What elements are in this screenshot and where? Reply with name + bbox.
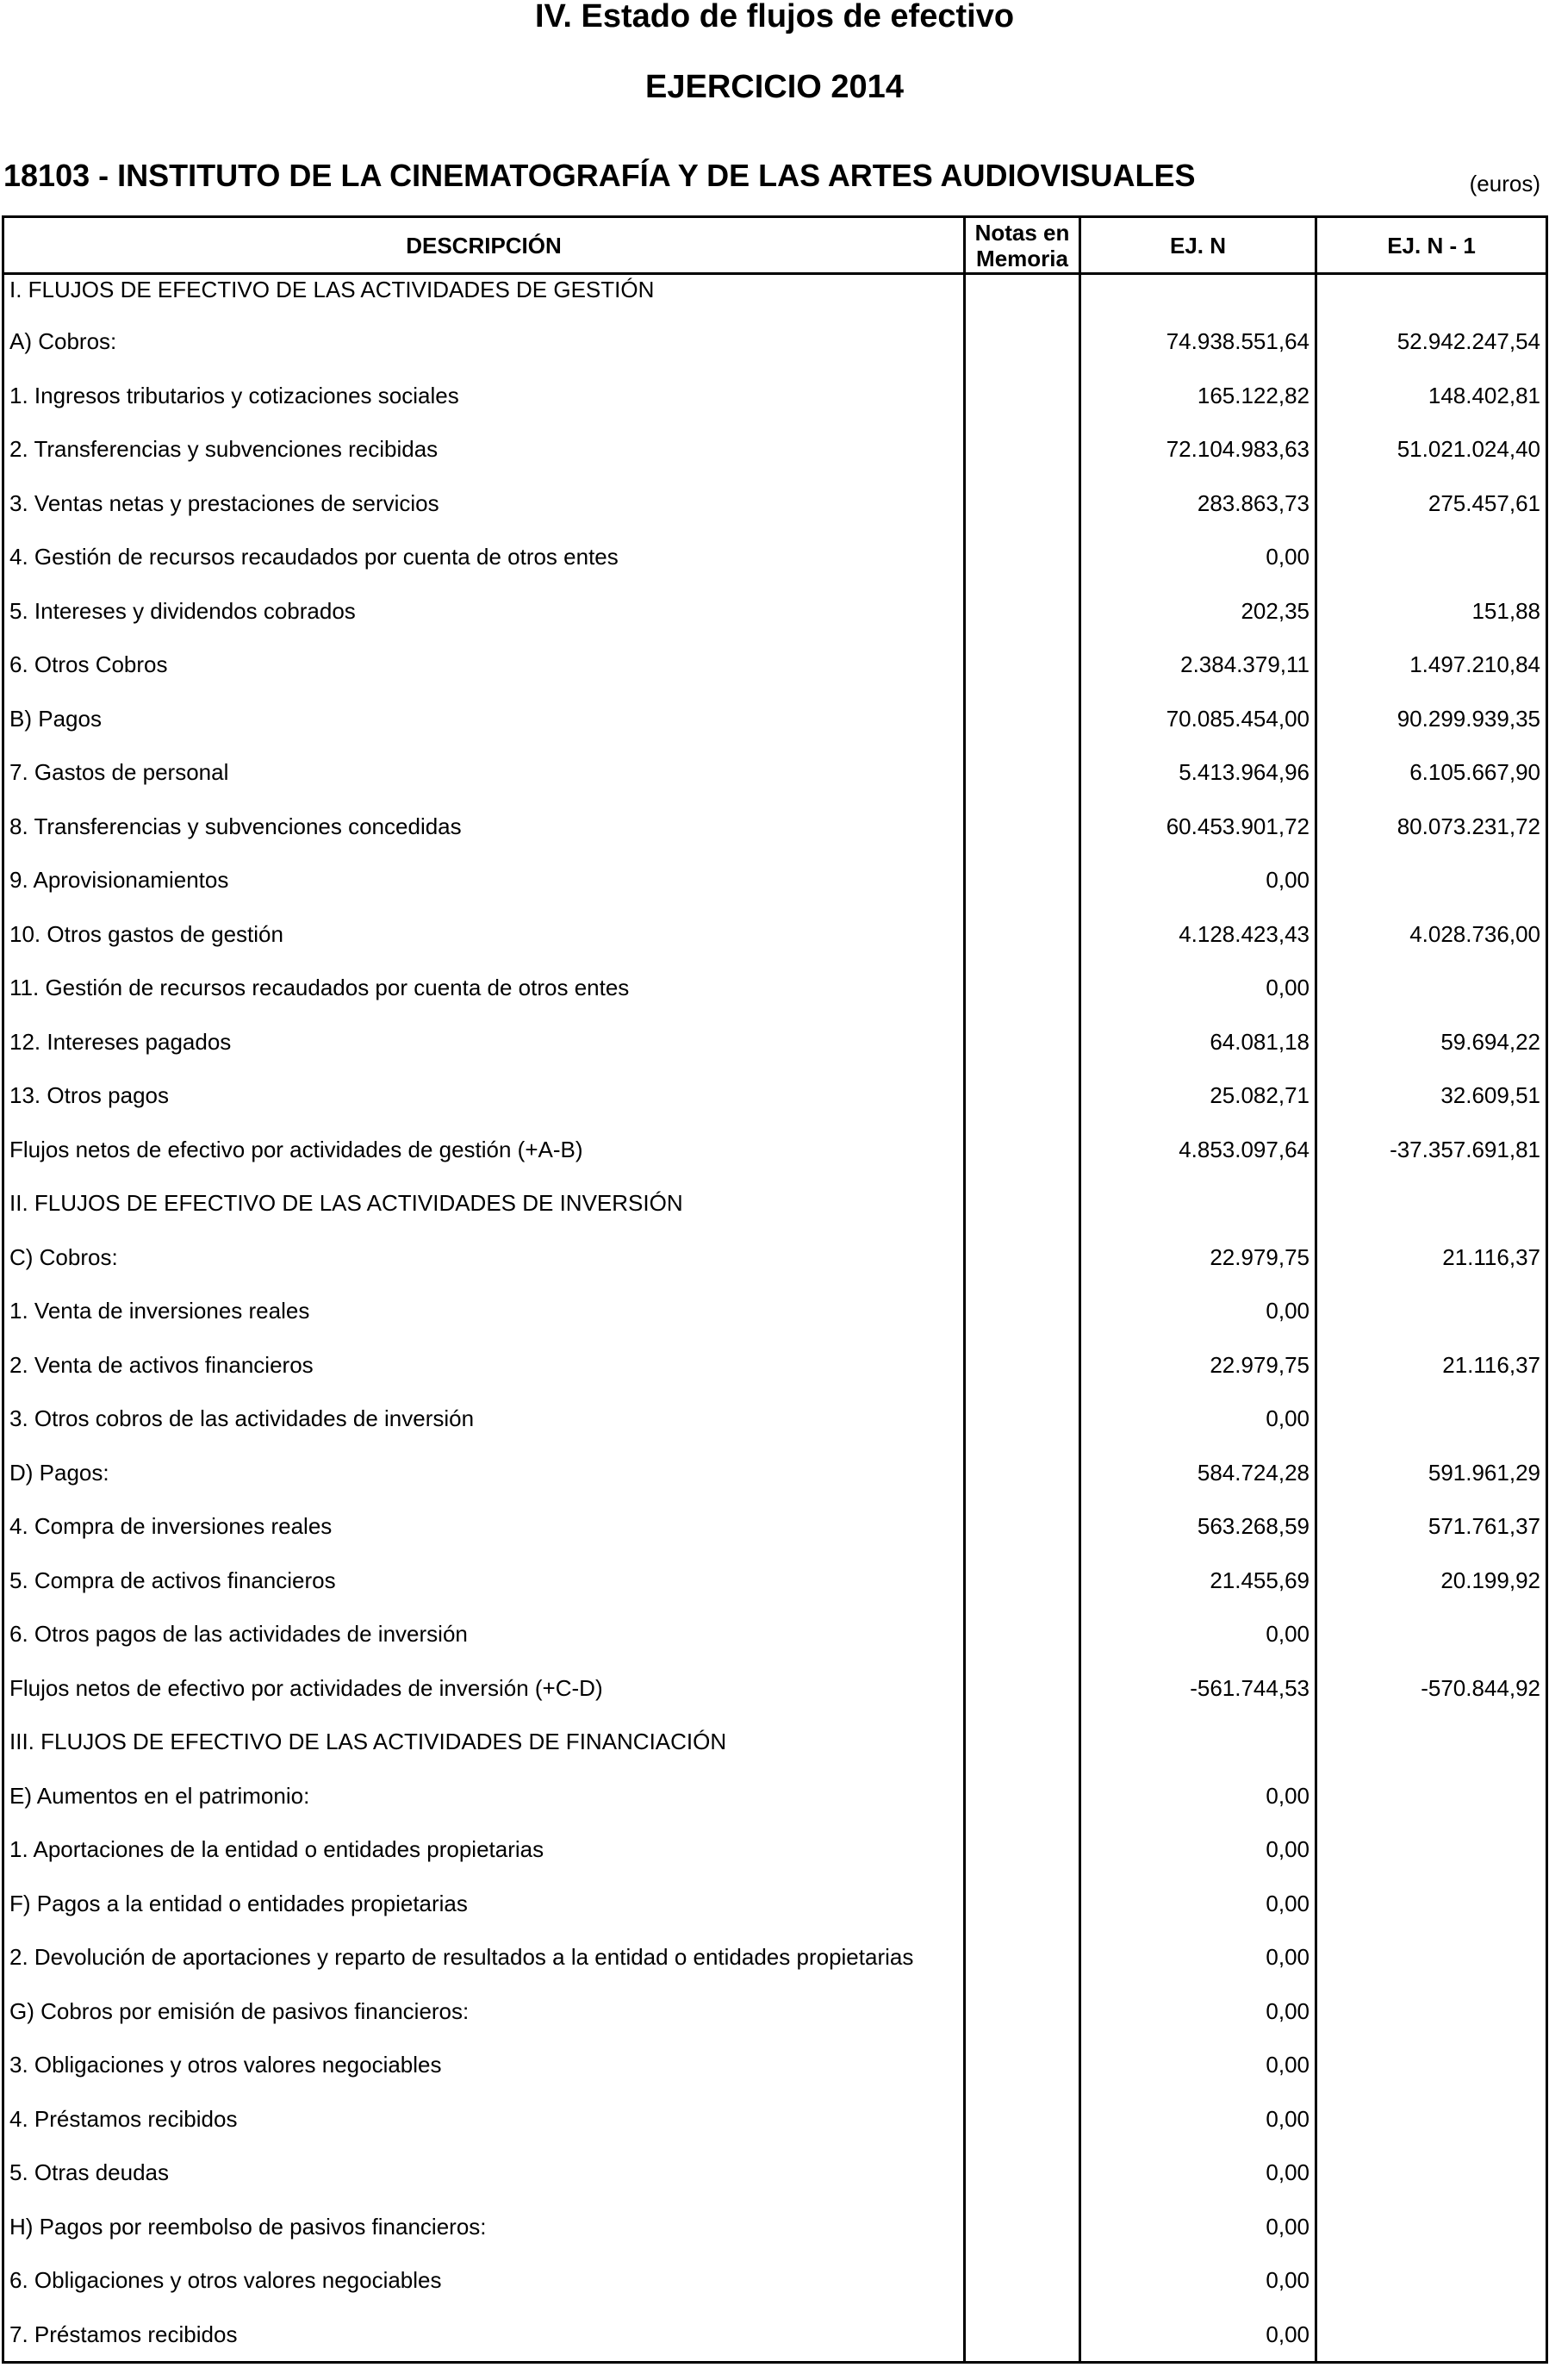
- row-description: 6. Otros Cobros: [3, 638, 965, 692]
- row-value-n: 0,00: [1080, 2092, 1316, 2146]
- table-row: [3, 1822, 1547, 1877]
- row-description: D) Pagos:: [3, 1446, 965, 1500]
- row-description: 5. Compra de activos financieros: [3, 1554, 965, 1608]
- row-value-n1: [1316, 1930, 1547, 1984]
- table-row: [3, 1392, 1547, 1446]
- table-row: [3, 2253, 1547, 2308]
- row-value-n: 0,00: [1080, 1822, 1316, 1877]
- row-notes: [965, 1822, 1080, 1877]
- row-notes: [965, 1607, 1080, 1661]
- row-notes: [965, 530, 1080, 584]
- table-row: [3, 1499, 1547, 1554]
- report-subtitle: EJERCICIO 2014: [645, 69, 904, 105]
- row-notes: [965, 2038, 1080, 2092]
- header-notes-line2: Memoria: [976, 245, 1068, 271]
- table-row: [3, 2200, 1547, 2254]
- row-value-n1: [1316, 2200, 1547, 2254]
- row-value-n1: [1316, 1392, 1547, 1446]
- table-row: [3, 1984, 1547, 2039]
- row-value-n: 22.979,75: [1080, 1230, 1316, 1285]
- row-description: 3. Ventas netas y prestaciones de servicios: [3, 477, 965, 531]
- row-value-n1: [1316, 1877, 1547, 1931]
- row-notes: [965, 1338, 1080, 1392]
- row-notes: [965, 1554, 1080, 1608]
- row-value-n1: 59.694,22: [1316, 1015, 1547, 1069]
- table-row: [3, 1930, 1547, 1984]
- row-value-n: 0,00: [1080, 1392, 1316, 1446]
- table-row: [3, 422, 1547, 477]
- table-row: [3, 315, 1547, 369]
- row-value-n1: [1316, 1176, 1547, 1230]
- header-year-n: EJ. N: [1080, 217, 1316, 274]
- table-row: [3, 530, 1547, 584]
- row-description: 12. Intereses pagados: [3, 1015, 965, 1069]
- table-row: [3, 1015, 1547, 1069]
- row-value-n1: 90.299.939,35: [1316, 692, 1547, 746]
- row-value-n: 165.122,82: [1080, 369, 1316, 423]
- row-value-n: 4.128.423,43: [1080, 907, 1316, 962]
- row-value-n1: [1316, 1715, 1547, 1769]
- table-row: [3, 2092, 1547, 2146]
- row-value-n: 0,00: [1080, 1930, 1316, 1984]
- row-value-n1: [1316, 530, 1547, 584]
- row-value-n: 60.453.901,72: [1080, 800, 1316, 854]
- row-value-n1: [1316, 2092, 1547, 2146]
- row-value-n: 584.724,28: [1080, 1446, 1316, 1500]
- row-notes: [965, 692, 1080, 746]
- table-row: [3, 1769, 1547, 1823]
- row-notes: [965, 422, 1080, 477]
- row-description: 10. Otros gastos de gestión: [3, 907, 965, 962]
- row-description: 7. Préstamos recibidos: [3, 2308, 965, 2363]
- row-value-n1: 6.105.667,90: [1316, 745, 1547, 800]
- row-value-n1: [1316, 1822, 1547, 1877]
- report-title: IV. Estado de flujos de efectivo: [534, 0, 1015, 34]
- header-year-n1: EJ. N - 1: [1316, 217, 1547, 274]
- row-notes: [965, 1715, 1080, 1769]
- row-value-n: 0,00: [1080, 961, 1316, 1015]
- row-value-n: 202,35: [1080, 584, 1316, 639]
- row-notes: [965, 1069, 1080, 1123]
- row-value-n1: [1316, 274, 1547, 315]
- header-description: DESCRIPCIÓN: [3, 217, 965, 274]
- row-notes: [965, 477, 1080, 531]
- table-header-row: [3, 217, 1547, 274]
- row-description: G) Cobros por emisión de pasivos financieros:: [3, 1984, 965, 2039]
- row-description: Flujos netos de efectivo por actividades de gestión (+A-B): [3, 1123, 965, 1177]
- row-value-n: 0,00: [1080, 2253, 1316, 2308]
- row-value-n1: 1.497.210,84: [1316, 638, 1547, 692]
- row-value-n1: [1316, 1984, 1547, 2039]
- row-notes: [965, 274, 1080, 315]
- row-description: III. FLUJOS DE EFECTIVO DE LAS ACTIVIDADES DE FINANCIACIÓN: [3, 1715, 965, 1769]
- row-notes: [965, 2092, 1080, 2146]
- table-row: [3, 2146, 1547, 2200]
- row-description: II. FLUJOS DE EFECTIVO DE LAS ACTIVIDADES DE INVERSIÓN: [3, 1176, 965, 1230]
- row-value-n1: [1316, 2308, 1547, 2363]
- row-value-n1: 591.961,29: [1316, 1446, 1547, 1500]
- row-description: 2. Devolución de aportaciones y reparto de resultados a la entidad o entidades propietarias: [3, 1930, 965, 1984]
- row-notes: [965, 1230, 1080, 1285]
- row-value-n: 0,00: [1080, 2200, 1316, 2254]
- row-value-n: 74.938.551,64: [1080, 315, 1316, 369]
- row-notes: [965, 853, 1080, 907]
- row-value-n1: 51.021.024,40: [1316, 422, 1547, 477]
- cash-flow-table: [2, 215, 1548, 2364]
- row-value-n: [1080, 274, 1316, 315]
- row-description: Flujos netos de efectivo por actividades de inversión (+C-D): [3, 1661, 965, 1716]
- row-notes: [965, 907, 1080, 962]
- row-value-n: 0,00: [1080, 1607, 1316, 1661]
- row-description: 13. Otros pagos: [3, 1069, 965, 1123]
- row-value-n1: 32.609,51: [1316, 1069, 1547, 1123]
- row-value-n: 64.081,18: [1080, 1015, 1316, 1069]
- row-notes: [965, 2308, 1080, 2363]
- table-row: [3, 745, 1547, 800]
- table-row: [3, 1877, 1547, 1931]
- row-description: 6. Otros pagos de las actividades de inversión: [3, 1607, 965, 1661]
- row-notes: [965, 2253, 1080, 2308]
- row-value-n1: [1316, 1284, 1547, 1338]
- row-notes: [965, 2200, 1080, 2254]
- table-row: [3, 1284, 1547, 1338]
- row-value-n1: [1316, 961, 1547, 1015]
- row-value-n1: [1316, 2146, 1547, 2200]
- row-notes: [965, 745, 1080, 800]
- row-notes: [965, 638, 1080, 692]
- row-notes: [965, 1284, 1080, 1338]
- row-value-n: 72.104.983,63: [1080, 422, 1316, 477]
- row-value-n: 25.082,71: [1080, 1069, 1316, 1123]
- row-description: 7. Gastos de personal: [3, 745, 965, 800]
- entity-name: 18103 - INSTITUTO DE LA CINEMATOGRAFÍA Y DE LAS ARTES AUDIOVISUALES: [3, 158, 1196, 193]
- row-description: 1. Venta de inversiones reales: [3, 1284, 965, 1338]
- table-row: [3, 477, 1547, 531]
- row-value-n: 283.863,73: [1080, 477, 1316, 531]
- row-notes: [965, 315, 1080, 369]
- row-value-n1: -570.844,92: [1316, 1661, 1547, 1716]
- row-value-n1: -37.357.691,81: [1316, 1123, 1547, 1177]
- row-value-n1: 275.457,61: [1316, 477, 1547, 531]
- table-row: [3, 1715, 1547, 1769]
- row-notes: [965, 1392, 1080, 1446]
- row-notes: [965, 1499, 1080, 1554]
- row-value-n: 0,00: [1080, 853, 1316, 907]
- row-notes: [965, 1930, 1080, 1984]
- table-row: [3, 1176, 1547, 1230]
- row-description: 3. Otros cobros de las actividades de inversión: [3, 1392, 965, 1446]
- row-description: 1. Ingresos tributarios y cotizaciones sociales: [3, 369, 965, 423]
- row-value-n: 0,00: [1080, 1877, 1316, 1931]
- row-notes: [965, 800, 1080, 854]
- row-value-n: [1080, 1176, 1316, 1230]
- table-row: [3, 961, 1547, 1015]
- table-row: [3, 274, 1547, 315]
- row-value-n: 2.384.379,11: [1080, 638, 1316, 692]
- row-description: A) Cobros:: [3, 315, 965, 369]
- row-notes: [965, 2146, 1080, 2200]
- row-value-n: 0,00: [1080, 1284, 1316, 1338]
- row-notes: [965, 1769, 1080, 1823]
- table-row: [3, 1607, 1547, 1661]
- row-description: 11. Gestión de recursos recaudados por cuenta de otros entes: [3, 961, 965, 1015]
- row-value-n1: 20.199,92: [1316, 1554, 1547, 1608]
- row-value-n: -561.744,53: [1080, 1661, 1316, 1716]
- row-description: 5. Intereses y dividendos cobrados: [3, 584, 965, 639]
- row-description: 4. Préstamos recibidos: [3, 2092, 965, 2146]
- row-value-n: 0,00: [1080, 2146, 1316, 2200]
- table-row: [3, 638, 1547, 692]
- row-value-n: 22.979,75: [1080, 1338, 1316, 1392]
- row-value-n1: 80.073.231,72: [1316, 800, 1547, 854]
- table-row: [3, 1554, 1547, 1608]
- table-row: [3, 2038, 1547, 2092]
- row-description: 2. Venta de activos financieros: [3, 1338, 965, 1392]
- row-value-n1: 21.116,37: [1316, 1230, 1547, 1285]
- table-row: [3, 369, 1547, 423]
- row-value-n1: 21.116,37: [1316, 1338, 1547, 1392]
- table-row: [3, 1230, 1547, 1285]
- row-value-n: 0,00: [1080, 2308, 1316, 2363]
- row-description: B) Pagos: [3, 692, 965, 746]
- row-notes: [965, 1877, 1080, 1931]
- row-description: H) Pagos por reembolso de pasivos financieros:: [3, 2200, 965, 2254]
- row-value-n: 21.455,69: [1080, 1554, 1316, 1608]
- row-value-n: 0,00: [1080, 1769, 1316, 1823]
- row-description: F) Pagos a la entidad o entidades propietarias: [3, 1877, 965, 1931]
- table-row: [3, 692, 1547, 746]
- row-description: 2. Transferencias y subvenciones recibidas: [3, 422, 965, 477]
- row-description: 9. Aprovisionamientos: [3, 853, 965, 907]
- row-description: 1. Aportaciones de la entidad o entidades propietarias: [3, 1822, 965, 1877]
- row-notes: [965, 1176, 1080, 1230]
- header-notes: [965, 217, 1080, 274]
- table-row: [3, 1661, 1547, 1716]
- row-value-n1: [1316, 2253, 1547, 2308]
- row-description: I. FLUJOS DE EFECTIVO DE LAS ACTIVIDADES DE GESTIÓN: [3, 274, 965, 315]
- row-value-n1: 4.028.736,00: [1316, 907, 1547, 962]
- row-value-n: [1080, 1715, 1316, 1769]
- row-description: C) Cobros:: [3, 1230, 965, 1285]
- row-value-n: 563.268,59: [1080, 1499, 1316, 1554]
- row-description: 6. Obligaciones y otros valores negociables: [3, 2253, 965, 2308]
- table-row: [3, 907, 1547, 962]
- row-value-n1: [1316, 1769, 1547, 1823]
- row-description: 5. Otras deudas: [3, 2146, 965, 2200]
- row-value-n: 5.413.964,96: [1080, 745, 1316, 800]
- row-description: 4. Gestión de recursos recaudados por cuenta de otros entes: [3, 530, 965, 584]
- row-value-n: 0,00: [1080, 2038, 1316, 2092]
- row-description: 8. Transferencias y subvenciones concedidas: [3, 800, 965, 854]
- units-label: (euros): [1469, 171, 1540, 196]
- table-row: [3, 2308, 1547, 2363]
- row-description: 3. Obligaciones y otros valores negociables: [3, 2038, 965, 2092]
- row-value-n1: 148.402,81: [1316, 369, 1547, 423]
- row-value-n1: 52.942.247,54: [1316, 315, 1547, 369]
- row-notes: [965, 1661, 1080, 1716]
- header-notes-line1: Notas en: [974, 219, 1070, 246]
- row-value-n: 0,00: [1080, 530, 1316, 584]
- table-row: [3, 800, 1547, 854]
- row-value-n1: [1316, 1607, 1547, 1661]
- row-notes: [965, 369, 1080, 423]
- row-description: 4. Compra de inversiones reales: [3, 1499, 965, 1554]
- table-row: [3, 1123, 1547, 1177]
- row-notes: [965, 584, 1080, 639]
- row-value-n1: 571.761,37: [1316, 1499, 1547, 1554]
- row-value-n1: 151,88: [1316, 584, 1547, 639]
- table-row: [3, 1069, 1547, 1123]
- row-value-n: 4.853.097,64: [1080, 1123, 1316, 1177]
- row-notes: [965, 1015, 1080, 1069]
- row-value-n: 70.085.454,00: [1080, 692, 1316, 746]
- table-row: [3, 1446, 1547, 1500]
- table-row: [3, 584, 1547, 639]
- table-row: [3, 853, 1547, 907]
- row-value-n: 0,00: [1080, 1984, 1316, 2039]
- row-value-n1: [1316, 2038, 1547, 2092]
- table-row: [3, 1338, 1547, 1392]
- row-notes: [965, 1123, 1080, 1177]
- row-notes: [965, 1446, 1080, 1500]
- row-notes: [965, 1984, 1080, 2039]
- row-notes: [965, 961, 1080, 1015]
- row-value-n1: [1316, 853, 1547, 907]
- row-description: E) Aumentos en el patrimonio:: [3, 1769, 965, 1823]
